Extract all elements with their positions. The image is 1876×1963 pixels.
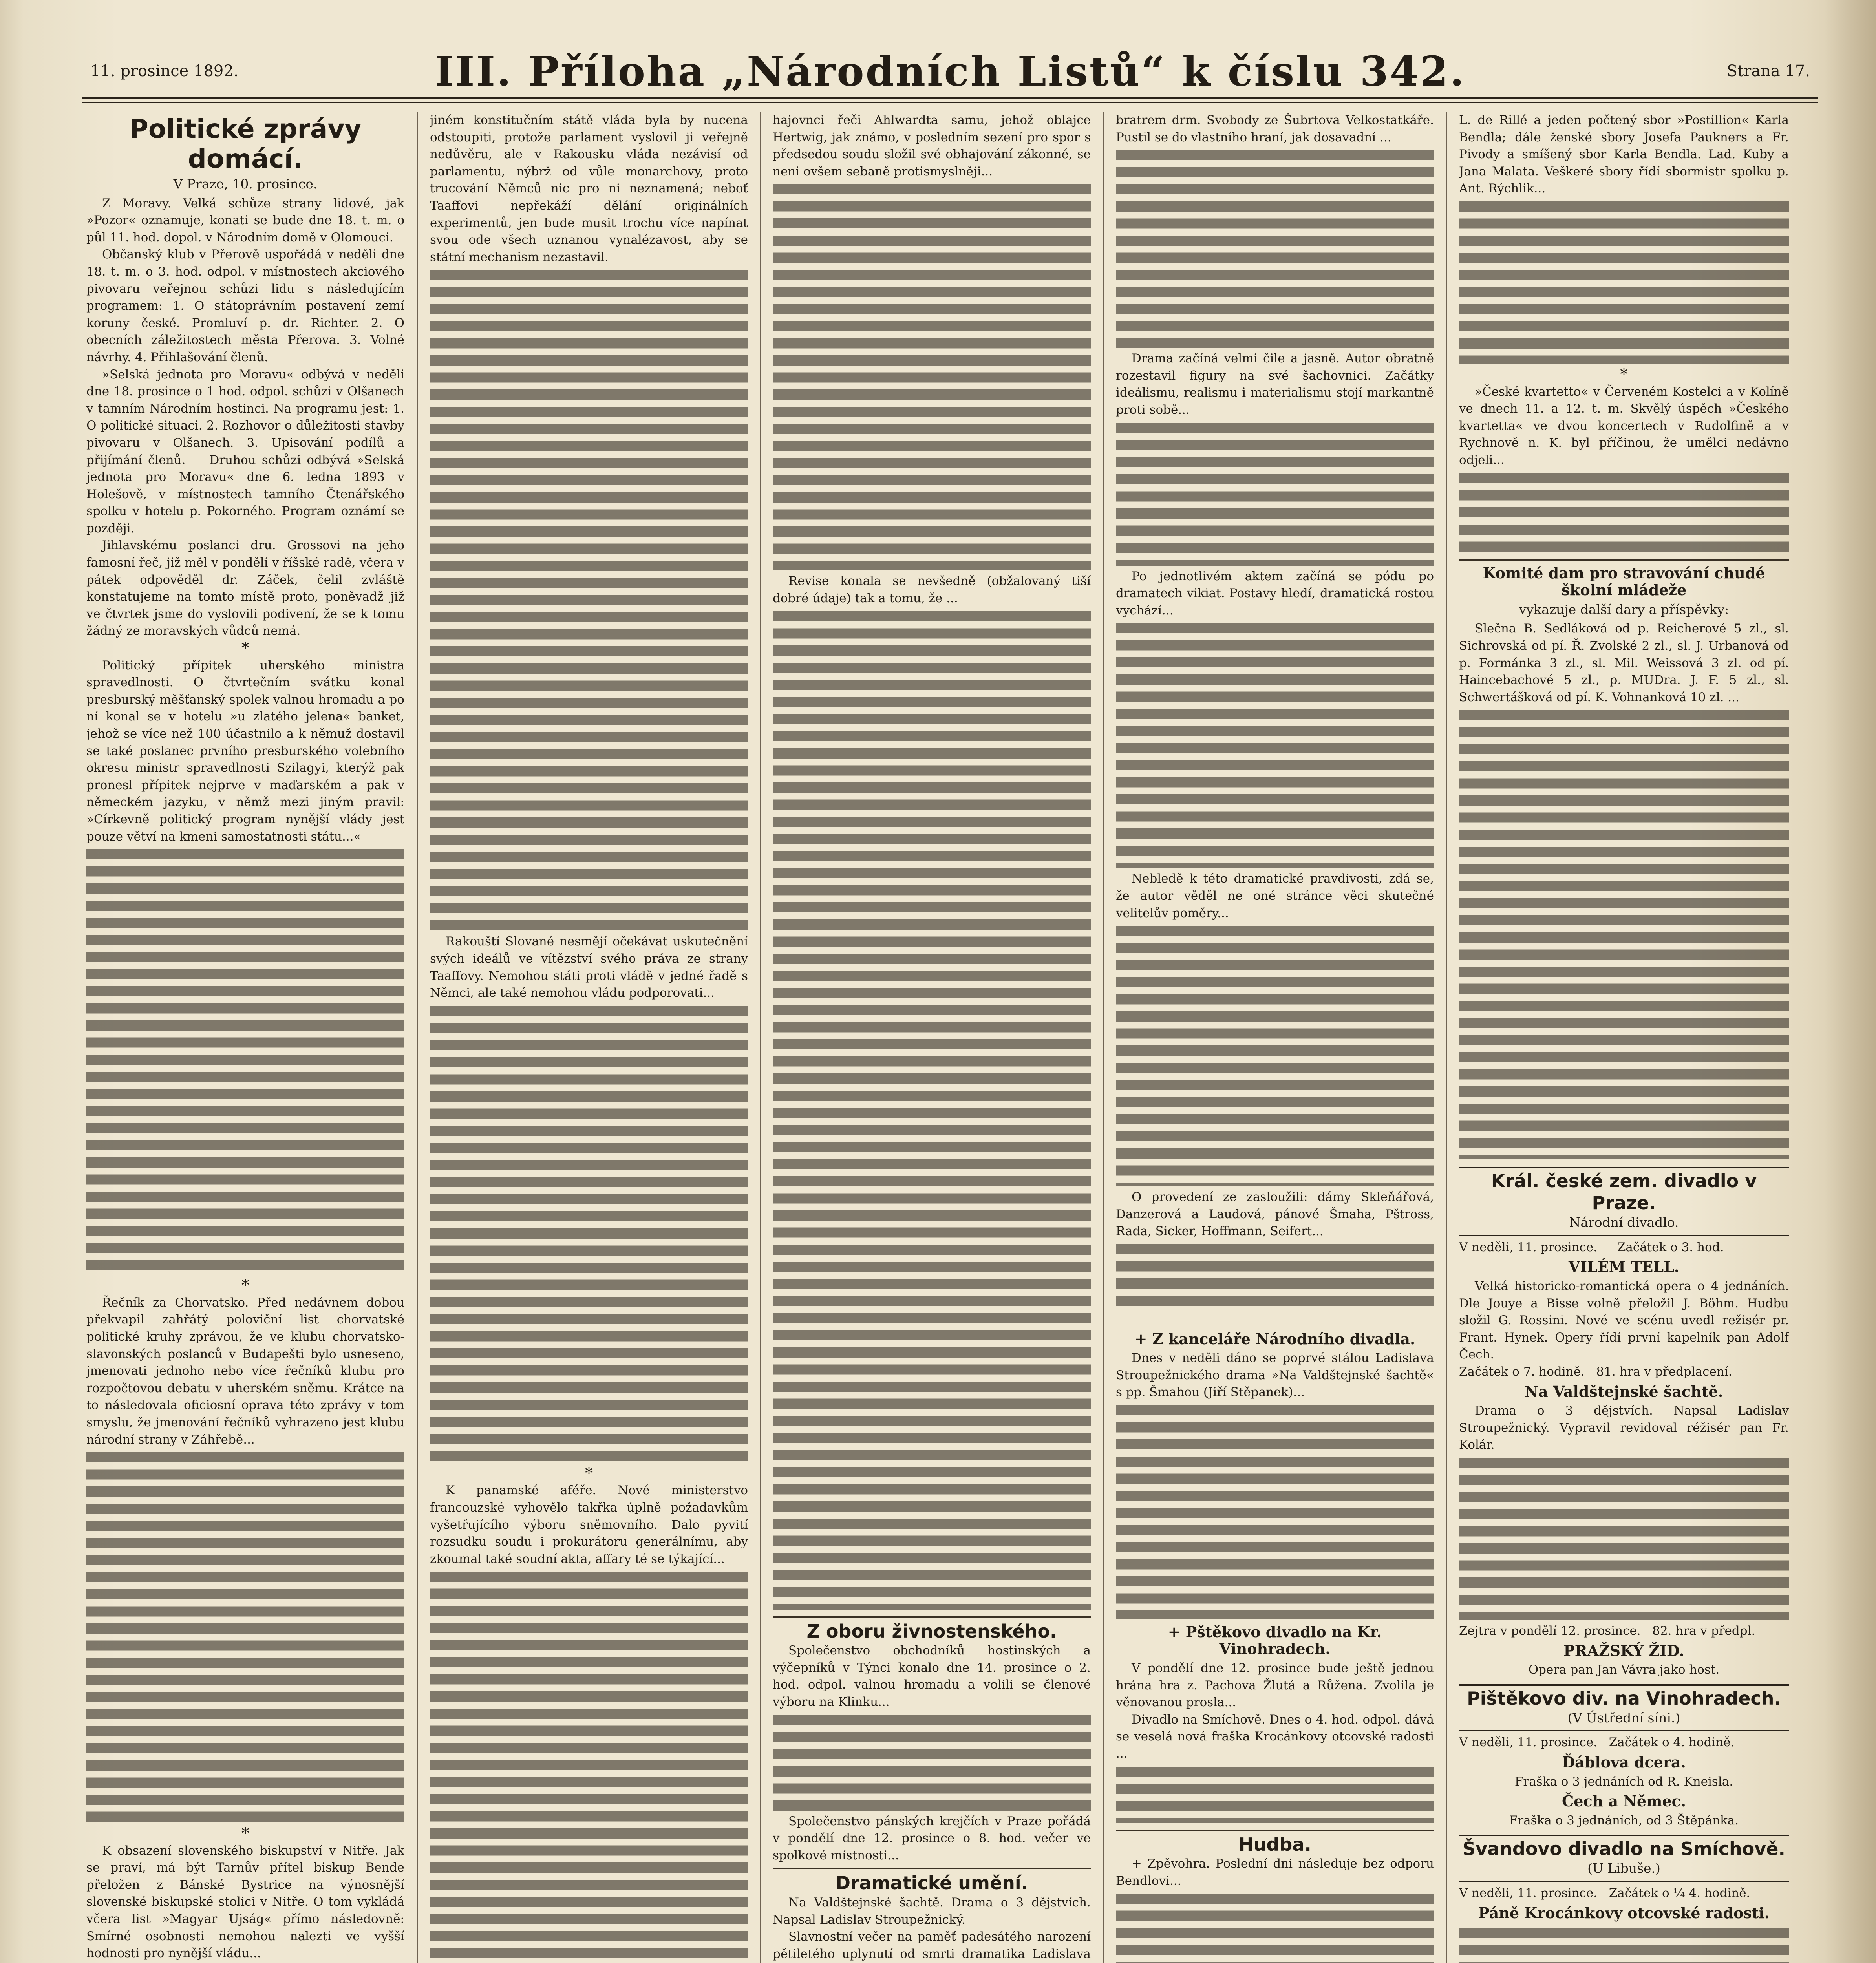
article-paragraph: Po jednotlivém aktem začíná se pódu po dramatech vikiat. Postavy hledí, dramatická rostou vychází...	[1116, 569, 1434, 618]
text-block	[86, 1448, 404, 1825]
text-block	[1116, 1763, 1434, 1826]
article-paragraph: Z Moravy. Velká schůze strany lidové, jak »Pozor« oznamuje, konati se bude dne 18. t. m. o půl 11. hod. dopol. v Národním domě v Olomouci.	[86, 196, 404, 245]
committee-title: Komité dam pro stravování chudé školní mládeže	[1483, 564, 1765, 599]
column-rule	[1446, 112, 1447, 1963]
text-block	[1459, 706, 1789, 1161]
text-block	[1116, 146, 1434, 350]
article-paragraph: bratrem drm. Svobody ze Šubrtova Velkostatkáře. Pustil se do vlastního hraní, jak dosavadní ...	[1116, 113, 1434, 144]
page-number: Strana 17.	[1726, 62, 1810, 80]
masthead-rule	[82, 97, 1818, 103]
play-description: Velká historicko-romantická opera o 4 jednáních. Dle Jouye a Bisse volně přeložil J. Böhm. Hudbu složil G. Rossini. Nové ve scénu uvedl režisér pr. Frant. Hynek. Opery řídí první kapelník pan Adolf Čech.	[1459, 1279, 1789, 1362]
play-title: Páně Krocánkovy otcovské radosti.	[1478, 1904, 1770, 1922]
section-title-drama: Dramatické umění.	[835, 1872, 1028, 1894]
notice-title: + Pštěkovo divadlo na Kr. Vinohradech.	[1168, 1623, 1382, 1658]
page-edge-shadow	[1825, 0, 1876, 1963]
column-2	[430, 112, 748, 1963]
play-description: Fraška o 3 jednáních, od 3 Štěpánka.	[1509, 1813, 1739, 1828]
theatre-name: Pištěkovo div. na Vinohradech.	[1467, 1687, 1781, 1709]
separator: *	[241, 1276, 249, 1295]
divider	[1459, 559, 1789, 561]
text-block	[1459, 197, 1789, 366]
cast-list	[1459, 1454, 1789, 1623]
theatre-name: Král. české zem. divadlo v Praze.	[1491, 1170, 1757, 1214]
play-description: Drama o 3 dějstvích. Napsal Ladislav Stroupežnický. Vypravil revidoval réžisér pan Fr. Kolár.	[1459, 1404, 1789, 1452]
article-paragraph: jiném konstitučním státě vláda byla by nucena odstoupiti, protože parlament vyslovil ji veřejně nedůvěru, ale v Rakousku vláda nezávisí od parlamentu, nýbrž od vůle monarchovy, proto trucování Němců nic pro ni neznamená; neboť Taaffovi nepřekáží dělání originálních experimentů, jen bude musit trochu více napínat svou ode všech uznanou vynalézavost, aby se státní mechanism nezastavil.	[430, 113, 748, 264]
separator: *	[241, 639, 249, 658]
performance-time: Začátek o 7. hodině. 81. hra v předplacení.	[1459, 1365, 1732, 1379]
theatre-subname: (U Libuše.)	[1587, 1861, 1660, 1876]
section-title-domestic: Politické zprávy domácí.	[129, 114, 362, 174]
article-paragraph: Jihlavskému poslanci dru. Grossovi na jeho famosní řeč, již měl v pondělí v říšské radě, včera v pátek odpověděl dr. Záček, čelil zvláště konstatujeme na tomto místě proto, poněvadž již ve čtvrtek jsme do vyslovili podivení, že se k tomu žádný ze moravských vůdců nemá.	[86, 538, 404, 638]
text-block	[773, 180, 1091, 573]
article-paragraph: Slavnostní večer na paměť padesátého narození pětiletého uplynutí od smrti dramatika Ladislava	[773, 1930, 1091, 1961]
play-title: PRAŽSKÝ ŽID.	[1563, 1641, 1684, 1660]
column-5	[1459, 112, 1789, 1963]
article-paragraph: + Zpěvohra. Poslední dni následuje bez odporu Bendlovi...	[1116, 1857, 1434, 1888]
article-paragraph: Společenstvo pánských krejčích v Praze pořádá v pondělí dne 12. prosince o 8. hod. večer ve spolkové místnosti...	[773, 1814, 1091, 1862]
article-paragraph: »Selská jednota pro Moravu« odbývá v neděli dne 18. prosince o 1 hod. odpol. schůzi v Olšanech v tamním Národním hostinci. Na programu jest: 1. O politické situaci. 2. Rozhovor o důležitosti stavby pivovaru v Olšanech. 3. Upisování podílů a přijímání členů. — Druhou schůzi odbývá »Selská jednota pro Moravu« dne 6. ledna 1893 v Holešově, v místnostech tamního Čtenářského spolku v hotelu p. Pokorného. Program oznámí se později.	[86, 367, 404, 536]
divider	[1116, 1830, 1434, 1831]
donation-list: Slečna B. Sedláková od p. Reicherové 5 zl., sl. Sichrovská od pí. Ř. Zvolské 2 zl., sl. J. Urbanová od p. Formánka 3 zl., sl. Mil. Weissová 3 zl. od pí. Haincebachové 5 zl., p. MUDra. J. F. 5 zl., sl. Schwertášková od pí. K. Vohnanková 10 zl. ...	[1459, 621, 1789, 704]
column-rule	[417, 112, 418, 1963]
supplement-title: III. Příloha „Národních Listů“ k číslu 342.	[435, 47, 1466, 95]
theatre-subname: (V Ústřední síni.)	[1567, 1710, 1680, 1725]
article-paragraph: V pondělí dne 12. prosince bude ještě jednou hrána hra z. Pachova Žlutá a Růžena. Zvolila je věnovanou prosla...	[1116, 1661, 1434, 1710]
performance-date: V neděli, 11. prosince. Začátek o ¼ 4. hodině.	[1459, 1886, 1750, 1900]
article-paragraph: —	[1276, 1312, 1289, 1326]
column-1	[86, 112, 404, 1963]
play-title: Na Valdštejnské šachtě.	[1525, 1382, 1723, 1400]
article-paragraph: Politický přípitek uherského ministra spravedlnosti. O čtvrtečním svátku konal presburský měšťanský spolek valnou hromadu a po ní konal se v hotelu »u zlatého jelena« banket, jehož se více než 100 účastnilo a k němuž dostavil se také poslanec prvního presburského volebního okresu ministr spravedlnosti Szilagyi, kterýž pak pronesl přípitek nejprve v maďarském a pak v německém jazyku, v němž mezi jiným pravil: »Církevně politický program nynější vlády jest pouze větví na kmeni samostatnosti státu...«	[86, 658, 404, 844]
text-block	[1116, 1890, 1434, 1963]
article-paragraph: Drama začíná velmi čile a jasně. Autor obratně rozestavil figury na své šachovnici. Začátky ideálismu, realismu i materialismu stojí markantně proti sobě...	[1116, 351, 1434, 417]
article-paragraph: Na Valdštejnské šachtě. Drama o 3 dějstvích. Napsal Ladislav Stroupežnický.	[773, 1895, 1091, 1927]
separator: *	[585, 1464, 593, 1482]
committee-subtitle: vykazuje další dary a příspěvky:	[1519, 601, 1729, 617]
column-4	[1116, 112, 1434, 1963]
issue-date: 11. prosince 1892.	[90, 62, 239, 80]
divider	[773, 1616, 1091, 1618]
column-3	[773, 112, 1091, 1963]
article-paragraph: Divadlo na Smíchově. Dnes o 4. hod. odpol. dává se veselá nová fraška Krocánkovy otcovské radosti ...	[1116, 1712, 1434, 1761]
cast-list	[1459, 1924, 1789, 1963]
text-block	[1116, 1240, 1434, 1311]
article-paragraph: O provedení ze zasloužili: dámy Skleňářová, Danzerová a Laudová, pánové Šmaha, Pštross, Rada, Sicker, Hoffmann, Seifert...	[1116, 1190, 1434, 1239]
article-paragraph: K panamské aféře. Nové ministerstvo francouzské vyhovělo takřka úplně požadavkům vyšetřujícího výboru sněmovního. Dalo pyvití rozsudku soudu i prokurátoru generálnímu, aby zkoumal také soudní akta, affary té se týkající...	[430, 1483, 748, 1566]
column-rule	[760, 112, 761, 1963]
play-title: Ďáblova dcera.	[1562, 1753, 1686, 1771]
text-block	[430, 1002, 748, 1465]
text-block	[773, 607, 1091, 1612]
text-block	[86, 845, 404, 1277]
article-paragraph: Rakouští Slované nesmějí očekávat uskutečnění svých ideálů ve vítězství svého práva ze strany Taaffovy. Nemohou státi proti vládě v jedné řadě s Němci, ale také nemohou vládu podporovati...	[430, 934, 748, 1000]
dateline: V Praze, 10. prosince.	[173, 176, 318, 192]
article-paragraph: Nebledě k této dramatické pravdivosti, zdá se, že autor věděl ne oné stránce věci skutečné velitelův poměry...	[1116, 872, 1434, 920]
separator: *	[241, 1824, 249, 1843]
text-block	[430, 1568, 748, 1963]
text-block	[773, 1711, 1091, 1813]
theatre-listing-smichov	[1459, 1835, 1789, 1882]
theatre-name: Švandovo divadlo na Smíchově.	[1463, 1838, 1785, 1860]
performance-date: V neděli, 11. prosince. Začátek o 4. hodině.	[1459, 1735, 1735, 1750]
play-title: VILÉM TELL.	[1568, 1258, 1680, 1276]
performance-date: Zejtra v pondělí 12. prosince. 82. hra v předpl.	[1459, 1624, 1755, 1638]
text-block	[1116, 922, 1434, 1189]
text-block	[430, 266, 748, 933]
column-rule	[1103, 112, 1104, 1963]
play-title: Čech a Němec.	[1562, 1792, 1686, 1810]
text-block	[1116, 1401, 1434, 1621]
article-paragraph: Řečník za Chorvatsko. Před nedávnem dobou překvapil zahřátý poloviční list chorvatské politické kruhy zprávou, že ve klubu chorvatsko-slavonských poslanců v Budapešti bylo usneseno, jmenovati jednoho nebo více řečníků klubu pro rozpočtovou debatu v uherském sněmu. Krátce na to následovala oficiosní oprava této zprávy v tom smyslu, že jmenování řečníků vyhrazeno jest klubu národní strany v Záhřebě...	[86, 1295, 404, 1447]
article-paragraph: L. de Rillé a jeden počtený sbor »Postillion« Karla Bendla; dále ženské sbory Josefa Paukners a Fr. Pivody a smíšený sbor Karla Bendla. Lad. Kuby a Jana Malata. Veškeré sbory řídí sbormistr spolku p. Ant. Rýchlik...	[1459, 113, 1789, 196]
article-paragraph: Dnes v neděli dáno se poprvé stálou Ladislava Stroupežnického drama »Na Valdštejnské šachtě« s pp. Šmahou (Jiří Stěpanek)...	[1116, 1351, 1434, 1400]
divider	[773, 1868, 1091, 1869]
article-paragraph: Občanský klub v Přerově uspořádá v neděli dne 18. t. m. o 3. hod. odpol. v místnostech akciového pivovaru veřejnou schůzi lidu s následujícím programem: 1. O státoprávním postavení zemí koruny české. Promluví p. dr. Richter. 2. O obecních záležitostech města Přerova. 3. Volné návrhy. 4. Přihlašování členů.	[86, 247, 404, 364]
text-block	[1116, 619, 1434, 870]
play-description: Fraška o 3 jednáních od R. Kneisla.	[1514, 1774, 1733, 1789]
section-title-music: Hudba.	[1238, 1833, 1311, 1855]
section-title-trade: Z oboru živnostenského.	[806, 1620, 1057, 1642]
article-paragraph: K obsazení slovenského biskupství v Nitře. Jak se praví, má být Tarnův přítel biskup Bende přeložen z Bánské Bystrice na výnosnější slovenské biskupské stolici v Nitře. O tom vykládá včera list »Magyar Ujság« přímo následovně: Smírné osobnosti nemohou nalezti ve vyšší hodnosti pro nynější vládu...	[86, 1843, 404, 1961]
article-paragraph: »České kvartetto« v Červeném Kostelci a v Kolíně ve dnech 11. a 12. t. m. Skvělý úspěch »Českého kvartetta« ve dvou koncertech v Rudolfině a v Rychnově n. K. byl příčinou, že umělci nedávno odjeli...	[1459, 384, 1789, 467]
text-block	[1116, 419, 1434, 568]
separator: *	[1620, 365, 1628, 384]
notice-title: + Z kanceláře Národního divadla.	[1134, 1330, 1415, 1348]
article-paragraph: hajovnci řeči Ahlwardta samu, jehož oblajce Hertwig, jak známo, v posledním sezení pro spor s předsedou soudu složil své obhajování zákonné, se neni ovšem sebaně protismyslněji...	[773, 113, 1091, 179]
play-note: Opera pan Jan Vávra jako host.	[1528, 1663, 1720, 1677]
article-paragraph: Společenstvo obchodníků hostinských a výčepníků v Týnci konalo dne 14. prosince o 2. hod. odpol. valnou hromadu a volili se členové výboru na Klinku...	[773, 1643, 1091, 1709]
performance-date: V neděli, 11. prosince. — Začátek o 3. hod.	[1459, 1240, 1724, 1254]
text-block	[1459, 469, 1789, 556]
theatre-subname: Národní divadlo.	[1569, 1215, 1679, 1230]
theatre-listing-vinohrady	[1459, 1684, 1789, 1731]
masthead	[82, 47, 1818, 94]
theatre-listing-national	[1459, 1167, 1789, 1236]
article-paragraph: Revise konala se nevšedně (obžalovaný tiší dobré údaje) tak a tomu, že ...	[773, 574, 1091, 605]
